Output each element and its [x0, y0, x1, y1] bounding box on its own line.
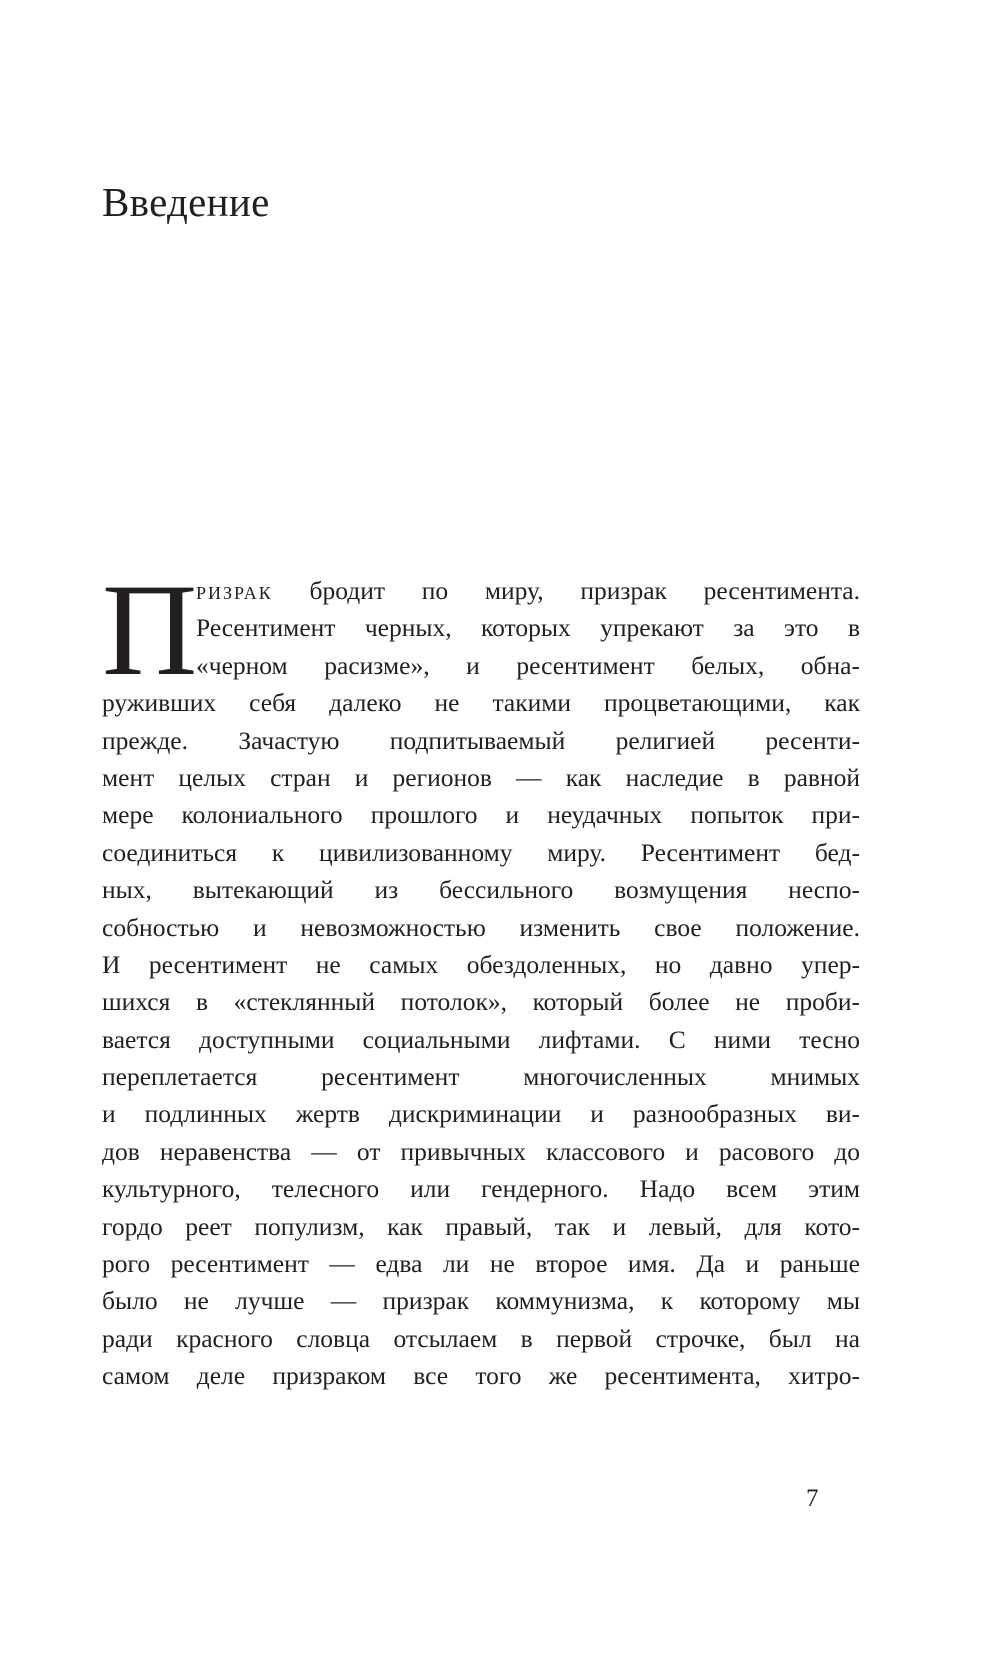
text-line: ных, вытекающий из бессильного возмущения неспо- — [102, 875, 860, 905]
text-line: вается доступными социальными лифтами. С ними тесно — [102, 1024, 860, 1054]
text-line: шихся в «стеклянный потолок», который более не проби- — [102, 987, 860, 1017]
text-line: мере колониального прошлого и неудачных попыток при- — [102, 800, 860, 830]
text-line: прежде. Зачастую подпитываемый религией ресенти- — [102, 725, 860, 755]
text-line: рого ресентимент — едва ли не второе имя. Да и раньше — [102, 1249, 860, 1279]
text-line: Ресентимент черных, которых упрекают за это в — [196, 613, 860, 643]
text-line: «черном расизме», и ресентимент белых, обна- — [196, 650, 860, 680]
text-line: ризрак бродит по миру, призрак ресентимента. — [196, 576, 860, 605]
page-number: 7 — [806, 1485, 819, 1512]
text-line: мент целых стран и регионов — как наследие в равной — [102, 762, 860, 792]
body-paragraph — [102, 556, 860, 1395]
text-line: было не лучше — призрак коммунизма, к которому мы — [102, 1286, 860, 1316]
text-line: дов неравенства — от привычных классового и расового до — [102, 1136, 860, 1166]
chapter-title: Введение — [102, 179, 270, 225]
text-line: руживших себя далеко не такими процветающими, как — [102, 688, 860, 718]
text-line: и подлинных жертв дискриминации и разнообразных ви- — [102, 1099, 860, 1129]
text-line: собностью и невозможностью изменить свое положение. — [102, 912, 860, 942]
small-caps-lead: ризрак — [196, 576, 273, 605]
text-line: переплетается ресентимент многочисленных мнимых — [102, 1062, 860, 1092]
drop-cap: П — [102, 556, 198, 703]
text-line: культурного, телесного или гендерного. Надо всем этим — [102, 1174, 860, 1204]
text-line: соединиться к цивилизованному миру. Ресентимент бед- — [102, 837, 860, 867]
text-line: И ресентимент не самых обездоленных, но давно упер- — [102, 949, 860, 979]
text-line: самом деле призраком все того же ресентимента, хитро- — [102, 1361, 860, 1391]
text-line: гордо реет популизм, как правый, так и левый, для кото- — [102, 1211, 860, 1241]
text-line: ради красного словца отсылаем в первой строчке, был на — [102, 1323, 860, 1353]
